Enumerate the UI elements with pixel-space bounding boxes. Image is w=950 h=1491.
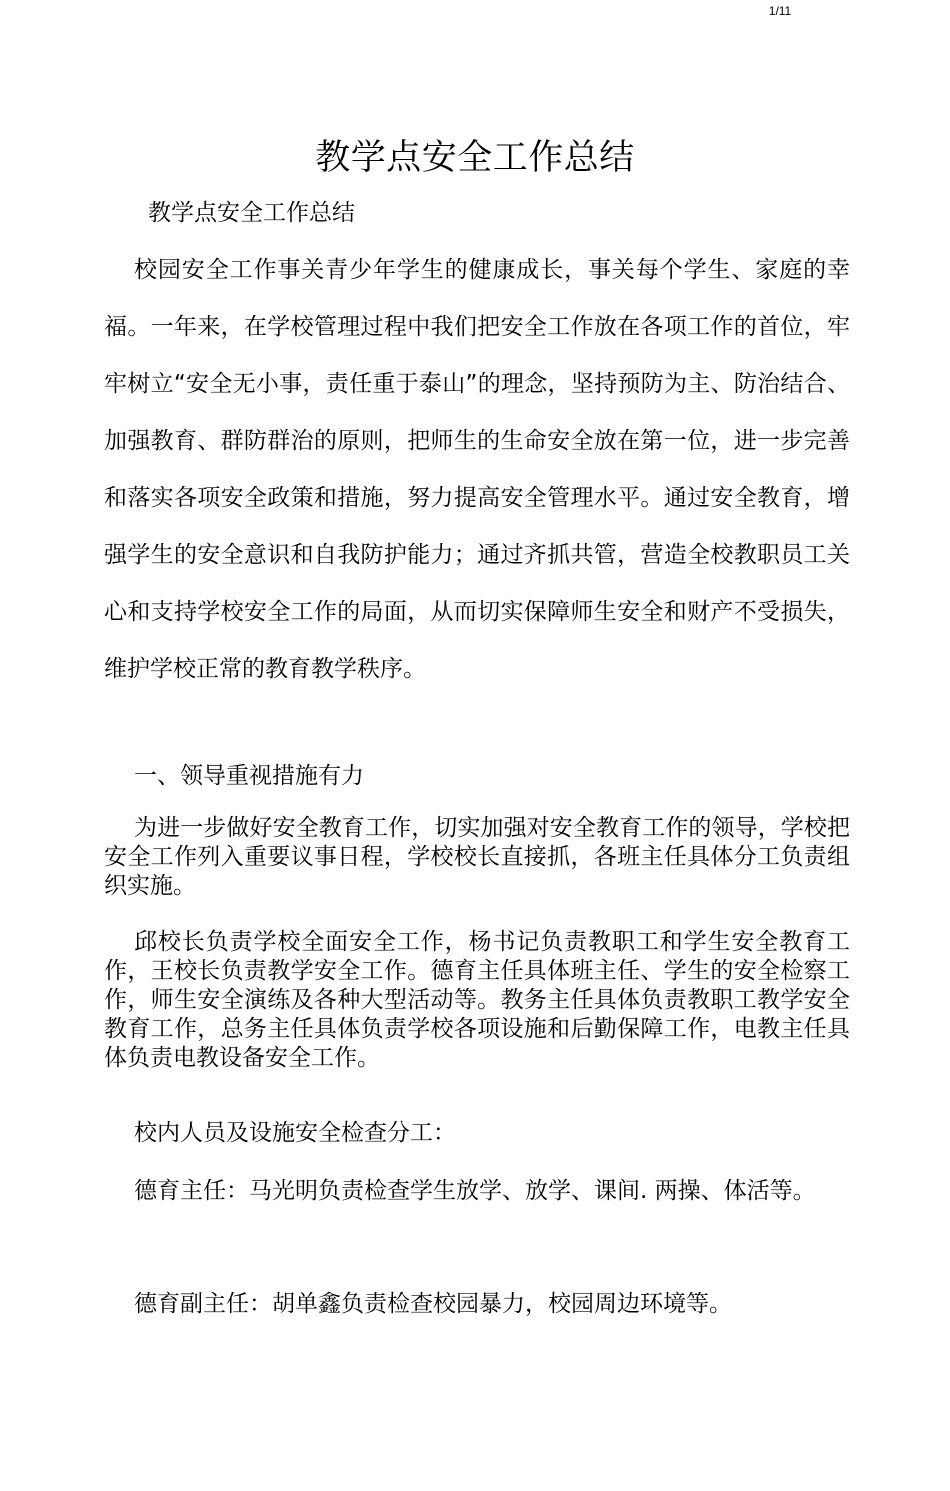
moral-director-paragraph: 德育主任：马光明负责检查学生放学、放学、课间. 两操、体活等。 — [134, 1178, 816, 1204]
document-title: 教学点安全工作总结 — [315, 138, 635, 178]
document-subtitle: 教学点安全工作总结 — [148, 200, 355, 226]
section-heading-leadership: 一、领导重视措施有力 — [134, 763, 364, 789]
leadership-paragraph: 为进一步做好安全教育工作，切实加强对安全教育工作的领导，学校把安全工作列入重要议事日程，学校校长直接抓，各班主任具体分工负责组织实施。 — [104, 815, 850, 899]
page-number: 1/11 — [768, 4, 792, 18]
inspection-division-heading: 校内人员及设施安全检查分工： — [134, 1120, 456, 1146]
intro-paragraph: 校园安全工作事关青少年学生的健康成长，事关每个学生、家庭的幸福。一年来，在学校管理过程中我们把安全工作放在各项工作的首位，牢牢树立“安全无小事，责任重于泰山”的理念，坚持预防为主、防治结合、加强教育、群防群治的原则，把师生的生命安全放在第一位，进一步完善和落实各项安全政策和措施，努力提高安全管理水平。通过安全教育，增强学生的安全意识和自我防护能力；通过齐抓共管，营造全校教职员工关心和支持学校安全工作的局面，从而切实保障师生安全和财产不受损失，维护学校正常的教育教学秩序。 — [104, 257, 850, 682]
responsibility-paragraph: 邱校长负责学校全面安全工作，杨书记负责教职工和学生安全教育工作，王校长负责教学安全工作。德育主任具体班主任、学生的安全检察工作，师生安全演练及各种大型活动等。教务主任具体负责教职工教学安全教育工作，总务主任具体负责学校各项设施和后勤保障工作，电教主任具体负责电教设备安全工作。 — [104, 929, 850, 1071]
deputy-moral-director-paragraph: 德育副主任：胡单鑫负责检查校园暴力，校园周边环境等。 — [134, 1291, 732, 1317]
